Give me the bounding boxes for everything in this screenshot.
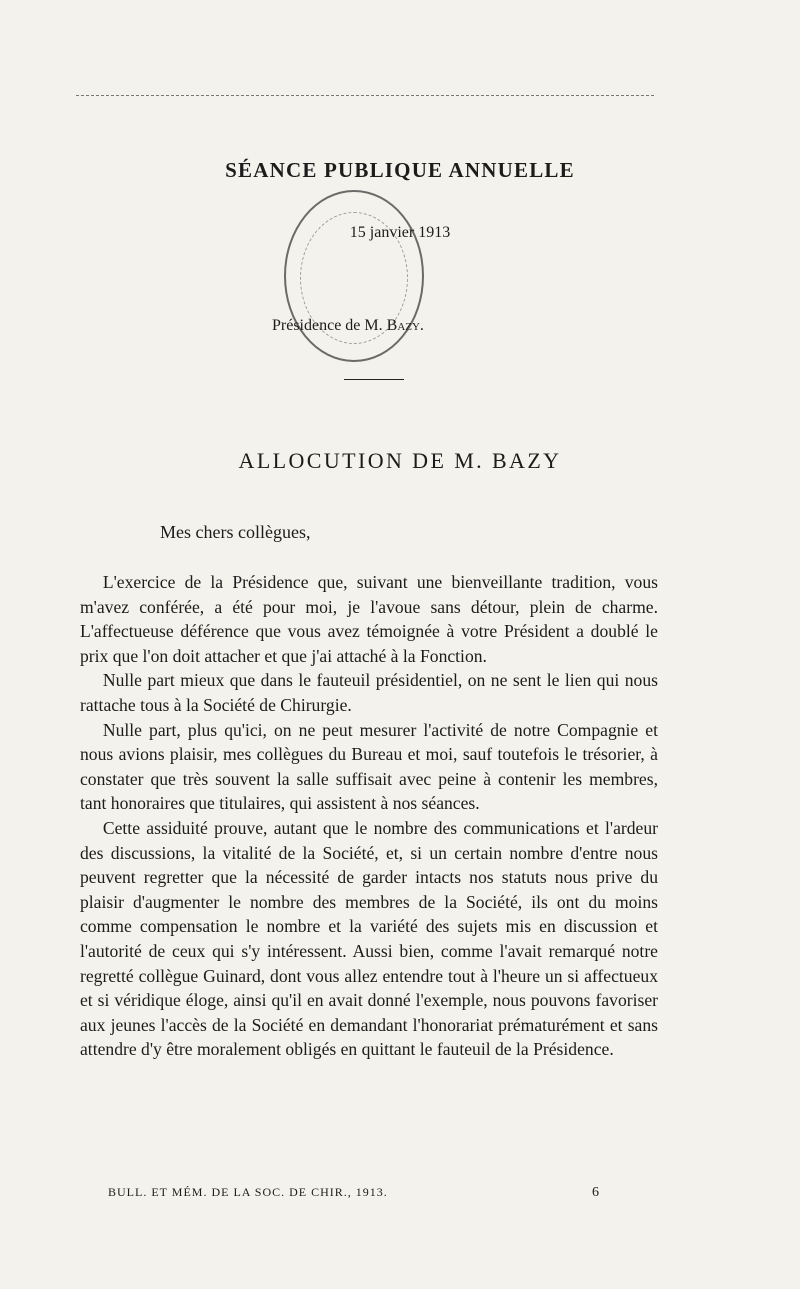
- address-title: ALLOCUTION DE M. BAZY: [238, 448, 562, 473]
- president-name: Bazy.: [386, 317, 424, 334]
- paragraph: Nulle part mieux que dans le fauteuil présidentiel, on ne sent le lien qui nous rattache tous à la Société de Chirurgie.: [80, 670, 658, 715]
- session-title: SÉANCE PUBLIQUE ANNUELLE: [225, 158, 575, 182]
- running-title: BULL. ET MÉM. DE LA SOC. DE CHIR., 1913.: [108, 1185, 388, 1199]
- presidency-line: [272, 317, 424, 335]
- address-body: [80, 570, 658, 1062]
- paragraph: Cette assiduité prouve, autant que le nombre des communications et l'ardeur des discussions, la vitalité de la Société, et, si un certain nombre d'entre nous peuvent regretter que la nécessité de garder intacts nos statuts nous prive du plaisir d'augmenter le nombre des membres de la Société, ils ont du moins comme compensation le nombre et la variété des sujets mis en discussion et l'autorité de ceux qui s'y intéressent. Aussi bien, comme l'avait remarqué notre regretté collègue Guinard, dont vous allez entendre tout à l'heure un si affectueux et si véridique éloge, ainsi qu'il en avait donné l'exemple, nous pouvons favoriser aux jeunes l'accès de la Société en demandant l'honorariat prématurément et sans attendre d'y être moralement obligés en quittant le fauteuil de la Présidence.: [80, 817, 658, 1060]
- page-footer: [108, 1185, 600, 1200]
- session-date: 15 janvier 1913: [349, 224, 451, 241]
- presidency-prefix: Présidence de M.: [272, 317, 383, 334]
- paragraph: L'exercice de la Présidence que, suivant une bienveillante tradition, vous m'avez conférée, a été pour moi, je l'avoue sans détour, plein de charme. L'affectueuse déférence que vous avez témoignée à votre Président a doublé le prix que l'on doit attacher et que j'ai attaché à la Fonction.: [80, 572, 658, 666]
- header-rule: [76, 95, 654, 96]
- paragraph: Nulle part, plus qu'ici, on ne peut mesurer l'activité de notre Compagnie et nous avions plaisir, mes collègues du Bureau et moi, sauf toutefois le trésorier, à constater que très souvent la salle suffisait avec peine à contenir les membres, tant honoraires que titulaires, qui assistent à nos séances.: [80, 719, 658, 814]
- section-divider: [344, 379, 404, 380]
- salutation: Mes chers collègues,: [160, 522, 311, 542]
- page-number: 6: [592, 1185, 600, 1200]
